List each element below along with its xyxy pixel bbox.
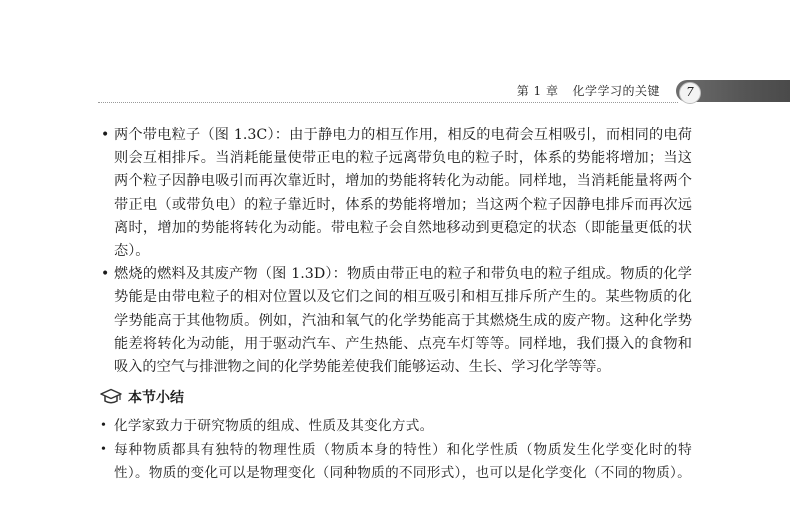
body-bullet-list — [100, 124, 692, 379]
running-head — [517, 82, 660, 99]
summary-item: • 化学家致力于研究物质的组成、性质及其变化方式。 — [100, 414, 692, 438]
header-divider — [98, 102, 678, 103]
summary-list — [100, 414, 692, 485]
graduation-cap-icon — [100, 388, 122, 406]
page-number: 7 — [679, 82, 701, 104]
section-heading — [100, 385, 692, 409]
bullet-charged-particles: • 两个带电粒子（图 1.3C）：由于静电力的相互作用，相反的电荷会互相吸引，而相同的电荷则会互相排斥。当消耗能量使带正电的粒子远离带负电的粒子时，体系的势能将增加；当这两个粒子因静电吸引而再次靠近时，增加的势能将转化为动能。同样地，当消耗能量将两个带正电（或带负电）的粒子靠近时，体系的势能将增加；当这两个粒子因静电排斥而再次远离时，增加的势能将转化为动能。带电粒子会自然地移动到更稳定的状态（即能量更低的状态）。 — [100, 124, 692, 263]
summary-item: • 每种物质都具有独特的物理性质（物质本身的特性）和化学性质（物质发生化学变化时的特性）。物质的变化可以是物理变化（同种物质的不同形式），也可以是化学变化（不同的物质）。 — [100, 438, 692, 485]
chapter-label: 第 1 章 — [516, 84, 559, 98]
main-content — [100, 124, 692, 485]
chapter-title: 化学学习的关键 — [572, 84, 660, 98]
page-header — [0, 0, 790, 110]
section-title: 本节小结 — [128, 390, 184, 407]
bullet-burning-fuel: • 燃烧的燃料及其废产物（图 1.3D）：物质由带正电的粒子和带负电的粒子组成。物质的化学势能是由带电粒子的相对位置以及它们之间的相互吸引和相互排斥所产生的。某些物质的化学势能高于其他物质。例如，汽油和氧气的化学势能高于其燃烧生成的废产物。这种化学势能差将转化为动能，用于驱动汽车、产生热能、点亮车灯等等。同样地，我们摄入的食物和吸入的空气与排泄物之间的化学势能差使我们能够运动、生长、学习化学等等。 — [100, 263, 692, 379]
